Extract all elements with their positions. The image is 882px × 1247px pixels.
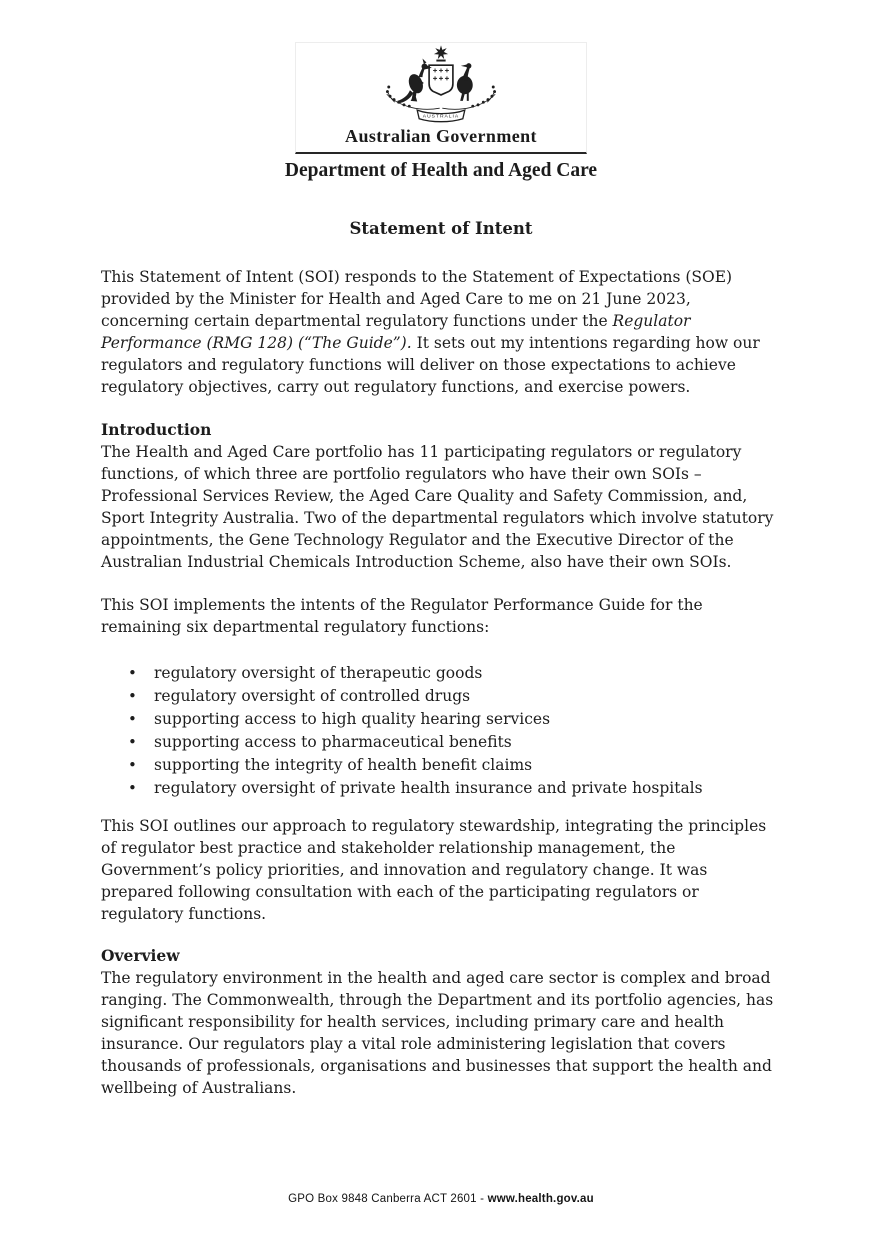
department-title: Department of Health and Aged Care <box>284 160 598 181</box>
document-content <box>101 218 781 1099</box>
opening-text-pre: This Statement of Intent (SOI) responds to the Statement of Expectations (SOE) provided by the Minister for Health and Aged Care to me on 21 June 2023, concerning certain departmental regulatory functions under the <box>101 268 733 330</box>
header-lockup <box>295 42 587 154</box>
list-item: • supporting access to high quality hearing services <box>127 708 781 731</box>
list-item: • regulatory oversight of therapeutic goods <box>127 662 781 685</box>
section-heading-overview: Overview <box>101 946 180 965</box>
outlines-paragraph: This SOI outlines our approach to regulatory stewardship, integrating the principles of regulator best practice and stakeholder relationship management, the Government’s policy priorities, and innovation and regulatory change. It was prepared following consultation with each of the participating regulators or regulatory functions. <box>101 817 767 923</box>
list-item: • supporting access to pharmaceutical benefits <box>127 731 781 754</box>
list-item: • regulatory oversight of private health insurance and private hospitals <box>127 777 781 800</box>
crest-banner-text: AUSTRALIA <box>422 114 460 120</box>
section-heading-introduction: Introduction <box>101 420 212 439</box>
footer-website: www.health.gov.au <box>487 1193 594 1205</box>
implements-paragraph: This SOI implements the intents of the Regulator Performance Guide for the remaining six departmental regulatory functions: <box>101 596 703 636</box>
opening-text-post: It sets out my intentions regarding how our regulators and regulatory functions will deliver on those expectations to achieve regulatory objectives, carry out regulatory functions, and exercise powers. <box>101 334 760 396</box>
overview-paragraph: The regulatory environment in the health and aged care sector is complex and broad ranging. The Commonwealth, through the Department and its portfolio agencies, has significant responsibility for health services, including primary care and health insurance. Our regulators play a vital role administering legislation that covers thousands of professionals, organisations and businesses that support the health and wellbeing of Australians. <box>101 969 774 1097</box>
regulatory-functions-list <box>101 662 781 800</box>
government-title: Australian Government <box>345 126 537 146</box>
opening-paragraph <box>101 266 781 398</box>
footer-address: GPO Box 9848 Canberra ACT 2601 - <box>288 1193 488 1205</box>
page-footer <box>0 1193 882 1205</box>
opening-text-italic: Regulator Performance (RMG 128) (“The Guide”). <box>101 312 691 352</box>
list-item: • regulatory oversight of controlled drugs <box>127 685 781 708</box>
header <box>0 42 882 182</box>
coat-of-arms-icon <box>366 44 516 126</box>
introduction-paragraph: The Health and Aged Care portfolio has 11 participating regulators or regulatory functions, of which three are portfolio regulators who have their own SOIs – Professional Services Review, the Aged Care Quality and Safety Commission, and, Sport Integrity Australia. Two of the departmental regulators which involve statutory appointments, the Gene Technology Regulator and the Executive Director of the Australian Industrial Chemicals Introduction Scheme, also have their own SOIs. <box>101 443 774 571</box>
page-title: Statement of Intent <box>349 219 533 238</box>
list-item: • supporting the integrity of health benefit claims <box>127 754 781 777</box>
